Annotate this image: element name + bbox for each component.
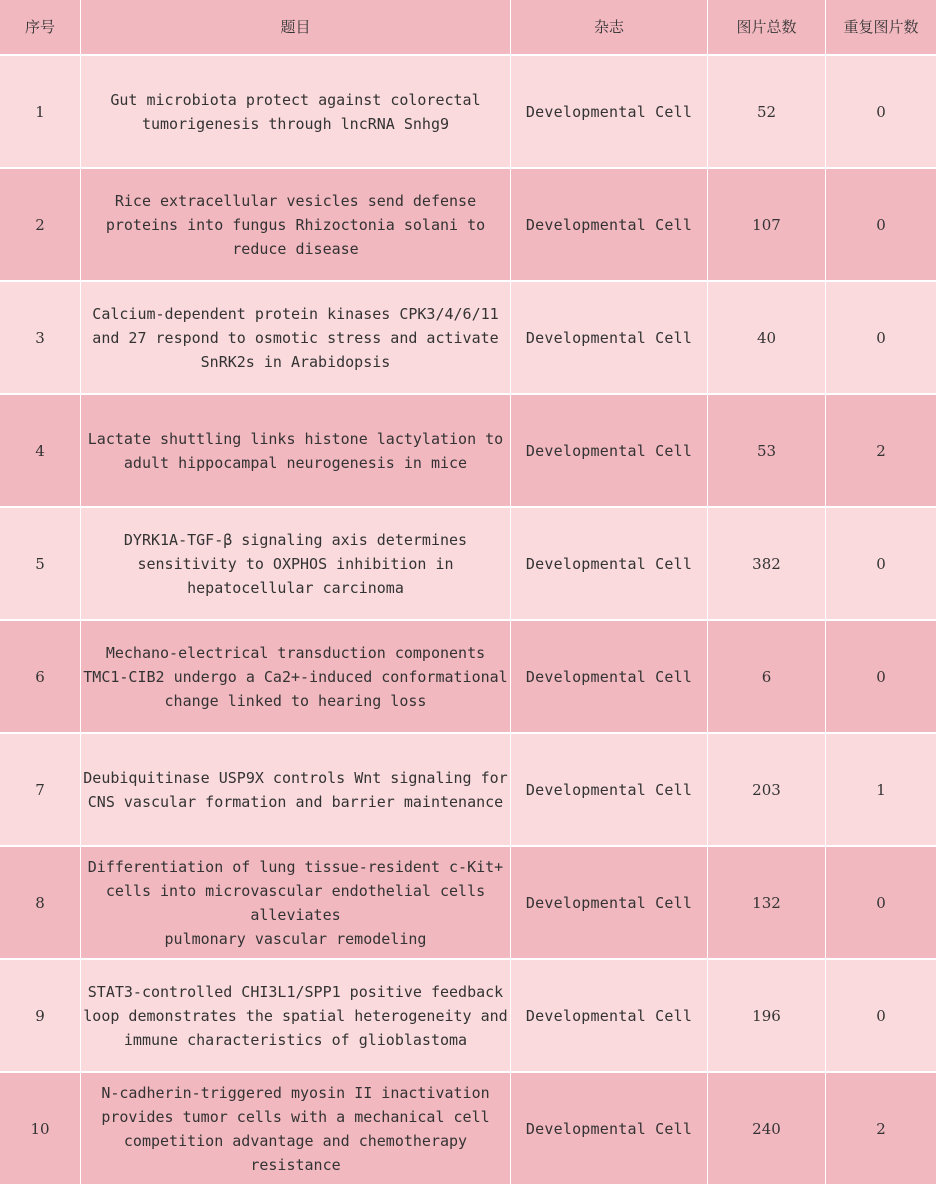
row-total: 52 [708,56,826,169]
row-journal: Developmental Cell [511,1073,708,1186]
row-duplicate: 0 [826,621,936,734]
row-title: Rice extracellular vesicles send defense proteins into fungus Rhizoctonia solani to reduce disease [81,169,511,282]
row-total: 203 [708,734,826,847]
table-row [0,960,936,1073]
row-total: 53 [708,395,826,508]
row-duplicate: 1 [826,734,936,847]
table-row [0,282,936,395]
row-duplicate: 2 [826,395,936,508]
row-total: 107 [708,169,826,282]
row-journal: Developmental Cell [511,621,708,734]
row-index: 8 [0,847,81,960]
row-index: 10 [0,1073,81,1186]
row-index: 9 [0,960,81,1073]
row-total: 196 [708,960,826,1073]
row-title: STAT3-controlled CHI3L1/SPP1 positive feedback loop demonstrates the spatial heterogeneity and immune characteristics of glioblastoma [81,960,511,1073]
row-index: 1 [0,56,81,169]
row-journal: Developmental Cell [511,282,708,395]
header-duplicate: 重复图片数 [826,0,936,56]
table-row [0,621,936,734]
row-total: 6 [708,621,826,734]
row-index: 2 [0,169,81,282]
row-title: DYRK1A-TGF-β signaling axis determines sensitivity to OXPHOS inhibition in hepatocellular carcinoma [81,508,511,621]
table-header-row [0,0,936,56]
row-total: 40 [708,282,826,395]
row-total: 132 [708,847,826,960]
row-journal: Developmental Cell [511,734,708,847]
row-title: Differentiation of lung tissue-resident c-Kit+ cells into microvascular endothelial cells alleviates pulmonary vascular remodeling [81,847,511,960]
table-row [0,734,936,847]
row-total: 382 [708,508,826,621]
row-journal: Developmental Cell [511,960,708,1073]
row-duplicate: 0 [826,960,936,1073]
row-duplicate: 0 [826,508,936,621]
row-title: N-cadherin-triggered myosin II inactivation provides tumor cells with a mechanical cell competition advantage and chemotherapy resistance [81,1073,511,1186]
table-row [0,169,936,282]
table-row [0,56,936,169]
row-journal: Developmental Cell [511,847,708,960]
row-title: Lactate shuttling links histone lactylation to adult hippocampal neurogenesis in mice [81,395,511,508]
header-title: 题目 [81,0,511,56]
row-title: Deubiquitinase USP9X controls Wnt signaling for CNS vascular formation and barrier maintenance [81,734,511,847]
row-title: Gut microbiota protect against colorectal tumorigenesis through lncRNA Snhg9 [81,56,511,169]
row-title: Calcium-dependent protein kinases CPK3/4/6/11 and 27 respond to osmotic stress and activate SnRK2s in Arabidopsis [81,282,511,395]
header-journal: 杂志 [511,0,708,56]
row-index: 3 [0,282,81,395]
row-journal: Developmental Cell [511,169,708,282]
row-journal: Developmental Cell [511,508,708,621]
row-index: 6 [0,621,81,734]
row-title: Mechano-electrical transduction components TMC1-CIB2 undergo a Ca2+-induced conformational change linked to hearing loss [81,621,511,734]
row-duplicate: 0 [826,847,936,960]
table-row [0,508,936,621]
row-index: 4 [0,395,81,508]
header-index: 序号 [0,0,81,56]
row-index: 7 [0,734,81,847]
row-duplicate: 0 [826,56,936,169]
table-row [0,847,936,960]
row-journal: Developmental Cell [511,56,708,169]
row-duplicate: 0 [826,282,936,395]
row-index: 5 [0,508,81,621]
row-duplicate: 0 [826,169,936,282]
row-duplicate: 2 [826,1073,936,1186]
table-row [0,1073,936,1186]
row-total: 240 [708,1073,826,1186]
header-total: 图片总数 [708,0,826,56]
row-journal: Developmental Cell [511,395,708,508]
table-row [0,395,936,508]
